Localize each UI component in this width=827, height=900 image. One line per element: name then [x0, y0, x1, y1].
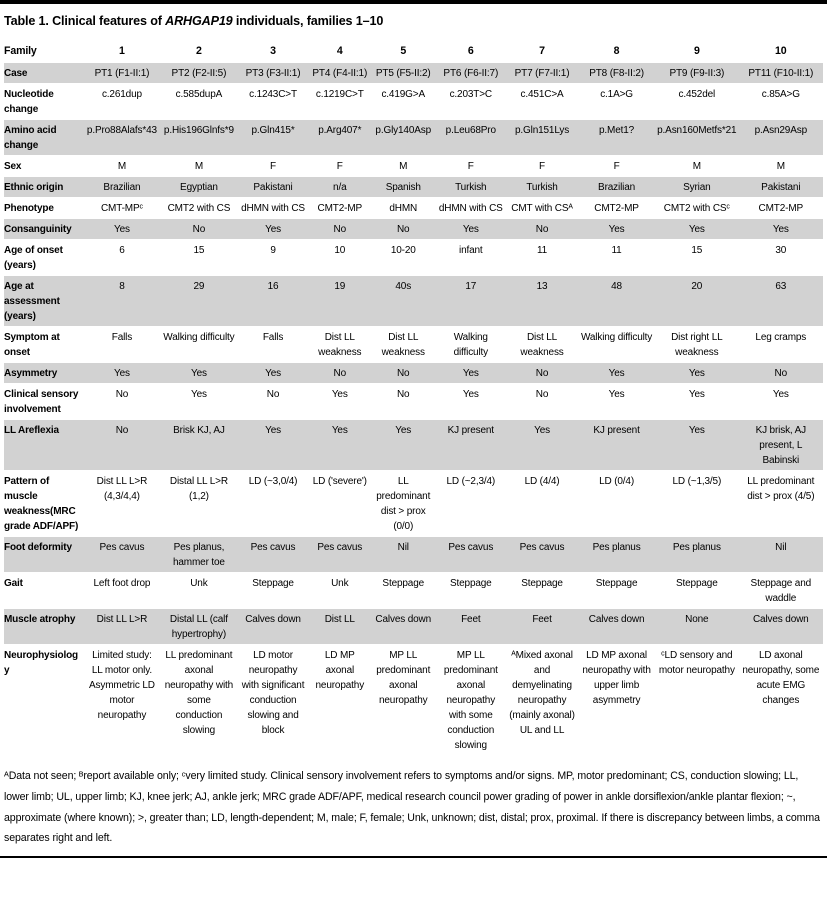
row-label: Sex	[4, 160, 22, 172]
cell: c.452del	[678, 88, 716, 100]
cell: LD axonal neuropathy, some acute EMG changes	[742, 649, 820, 706]
cell: Leg cramps	[755, 331, 807, 343]
cell: p.Met1?	[578, 120, 655, 156]
cell: Yes	[506, 420, 578, 471]
cell: Calves down	[371, 609, 436, 645]
cell: Turkish	[436, 177, 506, 198]
cell: No	[83, 420, 160, 471]
cell: p.Leu68Pro	[436, 120, 506, 156]
cell: Brazilian	[83, 177, 160, 198]
cell: Pes planus, hammer toe	[160, 537, 237, 573]
cell: Turkish	[506, 177, 578, 198]
table-title	[4, 14, 823, 28]
table-row	[4, 156, 823, 177]
cell: ᶜLD sensory and motor neuropathy	[658, 649, 735, 676]
table-row	[4, 537, 823, 573]
row-label: Muscle atrophy	[4, 609, 83, 645]
cell: Yes	[83, 363, 160, 384]
cell: CMT2 with CS	[167, 202, 231, 214]
table-title-prefix: Table 1. Clinical features of	[4, 14, 166, 28]
cell: 17	[436, 276, 506, 327]
cell: MP LL predominant axonal neuropathy with some conduction slowing	[443, 649, 498, 751]
cell: Unk	[190, 577, 208, 589]
cell: PT6 (F6-II:7)	[436, 63, 506, 84]
cell: No	[739, 363, 823, 384]
bottom-rule	[0, 856, 827, 858]
cell: PT5 (F5-II:2)	[371, 63, 436, 84]
row-label: Symptom at onset	[4, 331, 60, 358]
cell: Yes	[237, 363, 308, 384]
cell: PT8 (F8-II:2)	[578, 63, 655, 84]
cell: Dist LL weakness	[318, 331, 362, 358]
cell: Yes	[436, 219, 506, 240]
cell: No	[309, 219, 371, 240]
cell: Yes	[608, 388, 625, 400]
cell: Pakistani	[237, 177, 308, 198]
cell: 13	[506, 276, 578, 327]
table-row	[4, 276, 823, 327]
cell: PT1 (F1-II:1)	[83, 63, 160, 84]
cell: p.Arg407*	[309, 120, 371, 156]
cell: ᴬMixed axonal and demyelinating neuropathy (mainly axonal) UL and LL	[509, 649, 575, 736]
cell: PT4 (F4-II:1)	[309, 63, 371, 84]
cell: No	[396, 388, 410, 400]
cell: CMT2-MP	[758, 202, 804, 214]
cell: LD motor neuropathy with significant conduction slowing and block	[241, 649, 305, 736]
cell: c.85A>G	[761, 88, 800, 100]
cell: c.261dup	[101, 88, 142, 100]
cell: KJ brisk, AJ present, L Babinski	[739, 420, 823, 471]
row-label: Phenotype	[4, 202, 54, 214]
row-label: Nucleotide change	[4, 88, 54, 115]
cell: 19	[309, 276, 371, 327]
cell: Yes	[190, 388, 207, 400]
cell: 10	[775, 44, 787, 57]
row-label: Family	[4, 44, 37, 57]
table-row	[4, 84, 823, 120]
cell: Dist LL L>R (4,3/4,4)	[96, 475, 148, 502]
cell: CMT-MPᶜ	[100, 202, 143, 214]
cell: 8	[613, 44, 620, 57]
row-label: Asymmetry	[4, 363, 83, 384]
cell: No	[309, 363, 371, 384]
table-row	[4, 177, 823, 198]
table-row	[4, 219, 823, 240]
cell: No	[160, 219, 237, 240]
cell: No	[115, 388, 129, 400]
row-label: Clinical sensory involvement	[4, 388, 79, 415]
cell: Distal LL (calf hypertrophy)	[160, 609, 237, 645]
header-row	[4, 41, 823, 63]
gene-name: ARHGAP19	[165, 14, 233, 28]
cell: F	[270, 160, 277, 172]
cell: c.203T>C	[449, 88, 492, 100]
cell: PT2 (F2-II:5)	[160, 63, 237, 84]
cell: F	[467, 160, 474, 172]
cell: Spanish	[371, 177, 436, 198]
cell: p.Asn29Asp	[739, 120, 823, 156]
cell: Walking difficulty	[580, 331, 653, 343]
cell: 15	[691, 244, 703, 256]
cell: 7	[539, 44, 545, 57]
cell: Unk	[331, 577, 349, 589]
cell: Yes	[578, 219, 655, 240]
table-row	[4, 645, 823, 756]
cell: 63	[739, 276, 823, 327]
cell: 1	[119, 44, 125, 57]
cell: c.451C>A	[520, 88, 564, 100]
top-rule	[0, 0, 827, 4]
cell: Calves down	[237, 609, 308, 645]
cell: 4	[336, 44, 343, 57]
cell: 9	[270, 244, 276, 256]
cell: M	[399, 160, 408, 172]
cell: c.419G>A	[381, 88, 426, 100]
cell: No	[535, 388, 549, 400]
row-label: Case	[4, 63, 83, 84]
cell: PT3 (F3-II:1)	[237, 63, 308, 84]
cell: Yes	[578, 363, 655, 384]
cell: infant	[459, 244, 483, 256]
cell: c.1243C>T	[249, 88, 297, 100]
cell: 10-20	[390, 244, 416, 256]
table-row	[4, 120, 823, 156]
row-label: Pattern of muscle weakness(MRC grade ADF/APF)	[4, 475, 79, 532]
cell: Yes	[237, 420, 308, 471]
cell: Yes	[309, 420, 371, 471]
cell: Yes	[462, 388, 479, 400]
cell: Falls	[111, 331, 133, 343]
cell: Pes cavus	[83, 537, 160, 573]
cell: Nil	[739, 537, 823, 573]
cell: Brisk KJ, AJ	[160, 420, 237, 471]
cell: Yes	[237, 219, 308, 240]
cell: Dist right LL weakness	[671, 331, 723, 358]
table-row	[4, 420, 823, 471]
table-row	[4, 363, 823, 384]
cell: F	[336, 160, 343, 172]
cell: 15	[193, 244, 205, 256]
cell: c.1A>G	[600, 88, 633, 100]
cell: MP LL predominant axonal neuropathy	[376, 649, 431, 706]
cell: Distal LL L>R (1,2)	[169, 475, 228, 502]
cell: CMT2-MP	[594, 202, 639, 214]
cell: Steppage	[449, 577, 492, 589]
cell: Yes	[436, 363, 506, 384]
cell: Yes	[160, 363, 237, 384]
cell: 30	[775, 244, 787, 256]
cell: M	[117, 160, 127, 172]
row-label: Age at assessment (years)	[4, 276, 83, 327]
cell: LD ('severe')	[312, 475, 367, 487]
cell: p.Asn160Metfs*21	[655, 120, 739, 156]
cell: Yes	[655, 219, 739, 240]
table-title-suffix: individuals, families 1–10	[232, 14, 384, 28]
cell: LD (~1,3/5)	[672, 475, 722, 487]
cell: Calves down	[739, 609, 823, 645]
cell: M	[692, 160, 701, 172]
cell: 16	[237, 276, 308, 327]
cell: M	[194, 160, 203, 172]
cell: Limited study: LL motor only. Asymmetric LD motor neuropathy	[89, 649, 155, 721]
table-row	[4, 63, 823, 84]
cell: Feet	[506, 609, 578, 645]
table-row	[4, 327, 823, 363]
cell: Yes	[83, 219, 160, 240]
cell: CMT2 with CSᶜ	[663, 202, 730, 214]
cell: 20	[655, 276, 739, 327]
cell: F	[613, 160, 620, 172]
clinical-table-body	[4, 41, 823, 755]
cell: p.Gln415*	[237, 120, 308, 156]
cell: Walking difficulty	[453, 331, 489, 358]
cell: Pes cavus	[506, 537, 578, 573]
row-label: Amino acid change	[4, 120, 83, 156]
cell: Feet	[436, 609, 506, 645]
cell: CMT with CSᴬ	[511, 202, 573, 214]
row-label: LL Areflexia	[4, 420, 83, 471]
cell: No	[371, 219, 436, 240]
cell: 29	[160, 276, 237, 327]
cell: 2	[196, 44, 202, 57]
cell: Pakistani	[739, 177, 823, 198]
cell: 6	[119, 244, 125, 256]
cell: 40s	[371, 276, 436, 327]
cell: PT7 (F7-II:1)	[506, 63, 578, 84]
cell: 11	[536, 244, 548, 256]
cell: LD (4/4)	[524, 475, 560, 487]
cell: Yes	[655, 363, 739, 384]
cell: n/a	[309, 177, 371, 198]
cell: KJ present	[436, 420, 506, 471]
cell: Pes cavus	[237, 537, 308, 573]
cell: Walking difficulty	[163, 331, 235, 343]
cell: Steppage	[252, 577, 294, 589]
cell: c.585dupA	[175, 88, 223, 100]
cell: KJ present	[578, 420, 655, 471]
cell: Yes	[655, 420, 739, 471]
cell: Nil	[371, 537, 436, 573]
cell: Steppage	[382, 577, 425, 589]
cell: No	[266, 388, 280, 400]
cell: LD (0/4)	[599, 475, 635, 487]
cell: No	[506, 219, 578, 240]
cell: LD MP axonal neuropathy with upper limb asymmetry	[582, 649, 651, 706]
cell: 11	[611, 244, 622, 256]
cell: 5	[400, 44, 407, 57]
cell: No	[371, 363, 436, 384]
cell: Steppage and waddle	[750, 577, 812, 604]
cell: Pes cavus	[309, 537, 371, 573]
cell: PT11 (F10-II:1)	[739, 63, 823, 84]
cell: Falls	[262, 331, 284, 343]
cell: dHMN with CS	[241, 202, 305, 214]
cell: LL predominant axonal neuropathy with some conduction slowing	[164, 649, 234, 736]
table-row	[4, 240, 823, 276]
cell: LD (~2,3/4)	[446, 475, 496, 487]
table-row	[4, 573, 823, 609]
cell: M	[776, 160, 785, 172]
cell: Steppage	[595, 577, 638, 589]
cell: Syrian	[655, 177, 739, 198]
cell: p.Gly140Asp	[371, 120, 436, 156]
cell: p.His196Glnfs*9	[160, 120, 237, 156]
table-row	[4, 198, 823, 219]
cell: dHMN	[389, 202, 418, 214]
cell: 9	[693, 44, 700, 57]
cell: Egyptian	[160, 177, 237, 198]
row-label: Neurophysiology	[4, 649, 79, 676]
cell: dHMN with CS	[438, 202, 503, 214]
cell: Dist LL weakness	[520, 331, 564, 358]
row-label: Foot deformity	[4, 537, 83, 573]
cell: c.1219C>T	[315, 88, 364, 100]
cell: 48	[578, 276, 655, 327]
cell: None	[655, 609, 739, 645]
table-row	[4, 471, 823, 537]
cell: 6	[467, 44, 474, 57]
cell: Brazilian	[578, 177, 655, 198]
row-label: Age of onset (years)	[4, 244, 63, 271]
row-label: Consanguinity	[4, 219, 83, 240]
cell: Steppage	[521, 577, 563, 589]
cell: Yes	[331, 388, 348, 400]
cell: p.Pro88Alafs*43	[83, 120, 160, 156]
cell: No	[506, 363, 578, 384]
table-row	[4, 609, 823, 645]
cell: Pes planus	[578, 537, 655, 573]
row-label: Ethnic origin	[4, 177, 83, 198]
cell: LD (~3,0/4)	[248, 475, 298, 487]
table-footnote: ᴬData not seen; ᴮreport available only; ᶜvery limited study. Clinical sensory involvement refers to symptoms and/or signs. MP, motor predominant; CS, conduction slowing; LL, lower limb; UL, upper limb; KJ, knee jerk; AJ, ankle jerk; MRC grade ADF/APF, medical research council power grading of power in ankle dorsiflexion/ankle plantar flexion; ~, approximate (where known); >, greater than; LD, length-dependent; M, male; F, female; Unk, unknown; dist, distal; prox, proximal. If there is discrepancy between limbs, a comma separates right and left.	[4, 770, 820, 845]
cell: Yes	[371, 420, 436, 471]
cell: CMT2-MP	[317, 202, 363, 214]
cell: Left foot drop	[93, 577, 151, 589]
cell: 3	[270, 44, 276, 57]
cell: Calves down	[578, 609, 655, 645]
cell: LD MP axonal neuropathy	[315, 649, 365, 691]
cell: Pes planus	[655, 537, 739, 573]
cell: 8	[83, 276, 160, 327]
cell: p.Gln151Lys	[506, 120, 578, 156]
cell: PT9 (F9-II:3)	[655, 63, 739, 84]
cell: F	[539, 160, 546, 172]
cell: Dist LL	[309, 609, 371, 645]
clinical-features-table	[4, 41, 823, 755]
cell: 10	[334, 244, 346, 256]
cell: Yes	[739, 219, 823, 240]
cell: Steppage	[676, 577, 718, 589]
cell: LL predominant dist > prox (4/5)	[747, 475, 815, 502]
cell: Dist LL L>R	[83, 609, 160, 645]
cell: Dist LL weakness	[381, 331, 425, 358]
cell: Pes cavus	[436, 537, 506, 573]
cell: Yes	[688, 388, 705, 400]
cell: LL predominant dist > prox (0/0)	[376, 475, 431, 532]
row-label: Gait	[4, 577, 23, 589]
table-row	[4, 384, 823, 420]
cell: Yes	[772, 388, 789, 400]
